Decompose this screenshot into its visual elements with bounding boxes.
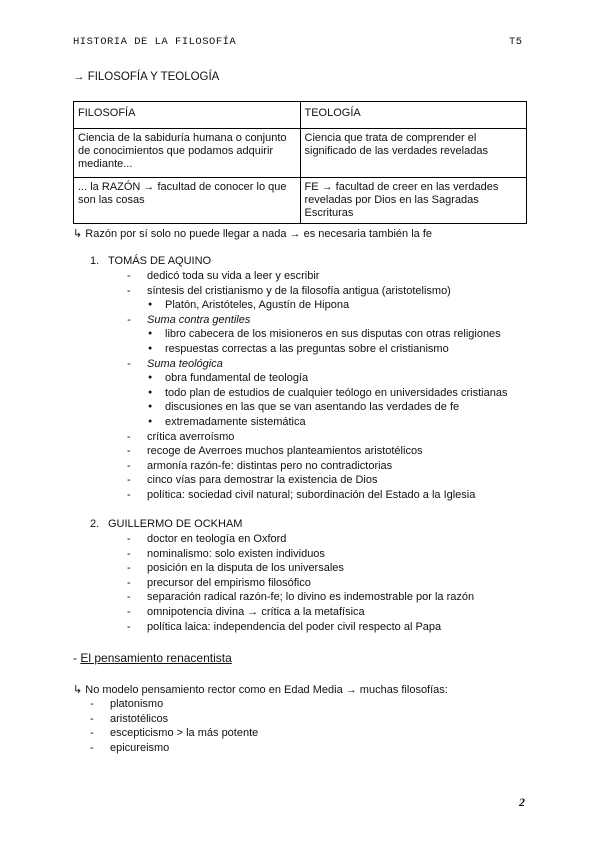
comparison-table <box>73 101 527 224</box>
ockham-list <box>127 532 474 634</box>
table-row <box>74 178 527 224</box>
table-row <box>74 129 527 178</box>
renaissance-list <box>90 697 258 755</box>
list-item: ● respuestas correctas a las preguntas sobre el cristianismo <box>127 342 507 357</box>
list-item: - política: sociedad civil natural; subordinación del Estado a la Iglesia <box>127 488 507 503</box>
list-item: ● discusiones en las que se van asentando las verdades de fe <box>127 400 507 415</box>
section-heading: TOMÁS DE AQUINO <box>108 255 212 267</box>
list-item: - recoge de Averroes muchos planteamientos aristotélicos <box>127 444 507 459</box>
list-item: - nominalismo: solo existen individuos <box>127 547 474 562</box>
section-number: 2. <box>90 518 100 530</box>
table-cell: ... la RAZÓN → facultad de conocer lo que son las cosas <box>74 178 301 224</box>
list-item: - dedicó toda su vida a leer y escribir <box>127 269 507 284</box>
subtitle-prefix: - <box>73 651 81 665</box>
list-item: ● obra fundamental de teología <box>127 371 507 386</box>
list-item: - escepticismo > la más potente <box>90 726 258 741</box>
list-item: ● extremadamente sistemática <box>127 415 507 430</box>
table-header-cell: FILOSOFÍA <box>74 102 301 129</box>
note-renaissance: ↳ No modelo pensamiento rector como en Edad Media → muchas filosofías: <box>73 684 448 696</box>
list-item: - cinco vías para demostrar la existencia de Dios <box>127 473 507 488</box>
list-item: - platonismo <box>90 697 258 712</box>
list-item: - crítica averroísmo <box>127 430 507 445</box>
list-item: - Suma teológica <box>127 357 507 372</box>
header-code: T5 <box>509 36 523 48</box>
list-item: - precursor del empirismo filosófico <box>127 576 474 591</box>
list-item: ● Platón, Aristóteles, Agustín de Hipona <box>127 298 507 313</box>
list-item: - epicureismo <box>90 741 258 756</box>
table-cell: FE → facultad de creer en las verdades reveladas por Dios en las Sagradas Escrituras <box>300 178 527 224</box>
list-item: - omnipotencia divina → crítica a la metafísica <box>127 605 474 620</box>
subtitle-text: El pensamiento renacentista <box>80 651 232 665</box>
table-header-cell: TEOLOGÍA <box>300 102 527 129</box>
note-razon-fe: ↳ Razón por sí solo no puede llegar a nada → es necesaria también la fe <box>73 228 432 240</box>
list-item: - Suma contra gentiles <box>127 313 507 328</box>
section-ockham-heading <box>90 518 242 530</box>
page-number: 2 <box>519 795 525 809</box>
header-title: HISTORIA DE LA FILOSOFÍA <box>73 36 237 48</box>
aquino-list <box>127 269 507 503</box>
renaissance-subtitle <box>73 651 232 665</box>
list-item: - armonía razón-fe: distintas pero no contradictorias <box>127 459 507 474</box>
list-item: - separación radical razón-fe; lo divino es indemostrable por la razón <box>127 590 474 605</box>
section-title: → FILOSOFÍA Y TEOLOGÍA <box>73 71 220 83</box>
list-item: - doctor en teología en Oxford <box>127 532 474 547</box>
list-item: ● todo plan de estudios de cualquier teólogo en universidades cristianas <box>127 386 507 401</box>
section-number: 1. <box>90 255 100 267</box>
table-cell: Ciencia de la sabiduría humana o conjunto de conocimientos que podamos adquirir mediante... <box>74 129 301 178</box>
list-item: - política laica: independencia del poder civil respecto al Papa <box>127 620 474 635</box>
list-item: - síntesis del cristianismo y de la filosofía antigua (aristotelismo) <box>127 284 507 299</box>
section-heading: GUILLERMO DE OCKHAM <box>108 518 243 530</box>
table-header-row <box>74 102 527 129</box>
list-item: ● libro cabecera de los misioneros en sus disputas con otras religiones <box>127 327 507 342</box>
table-cell: Ciencia que trata de comprender el significado de las verdades reveladas <box>300 129 527 178</box>
section-aquino-heading <box>90 255 211 267</box>
list-item: - aristotélicos <box>90 712 258 727</box>
list-item: - posición en la disputa de los universales <box>127 561 474 576</box>
